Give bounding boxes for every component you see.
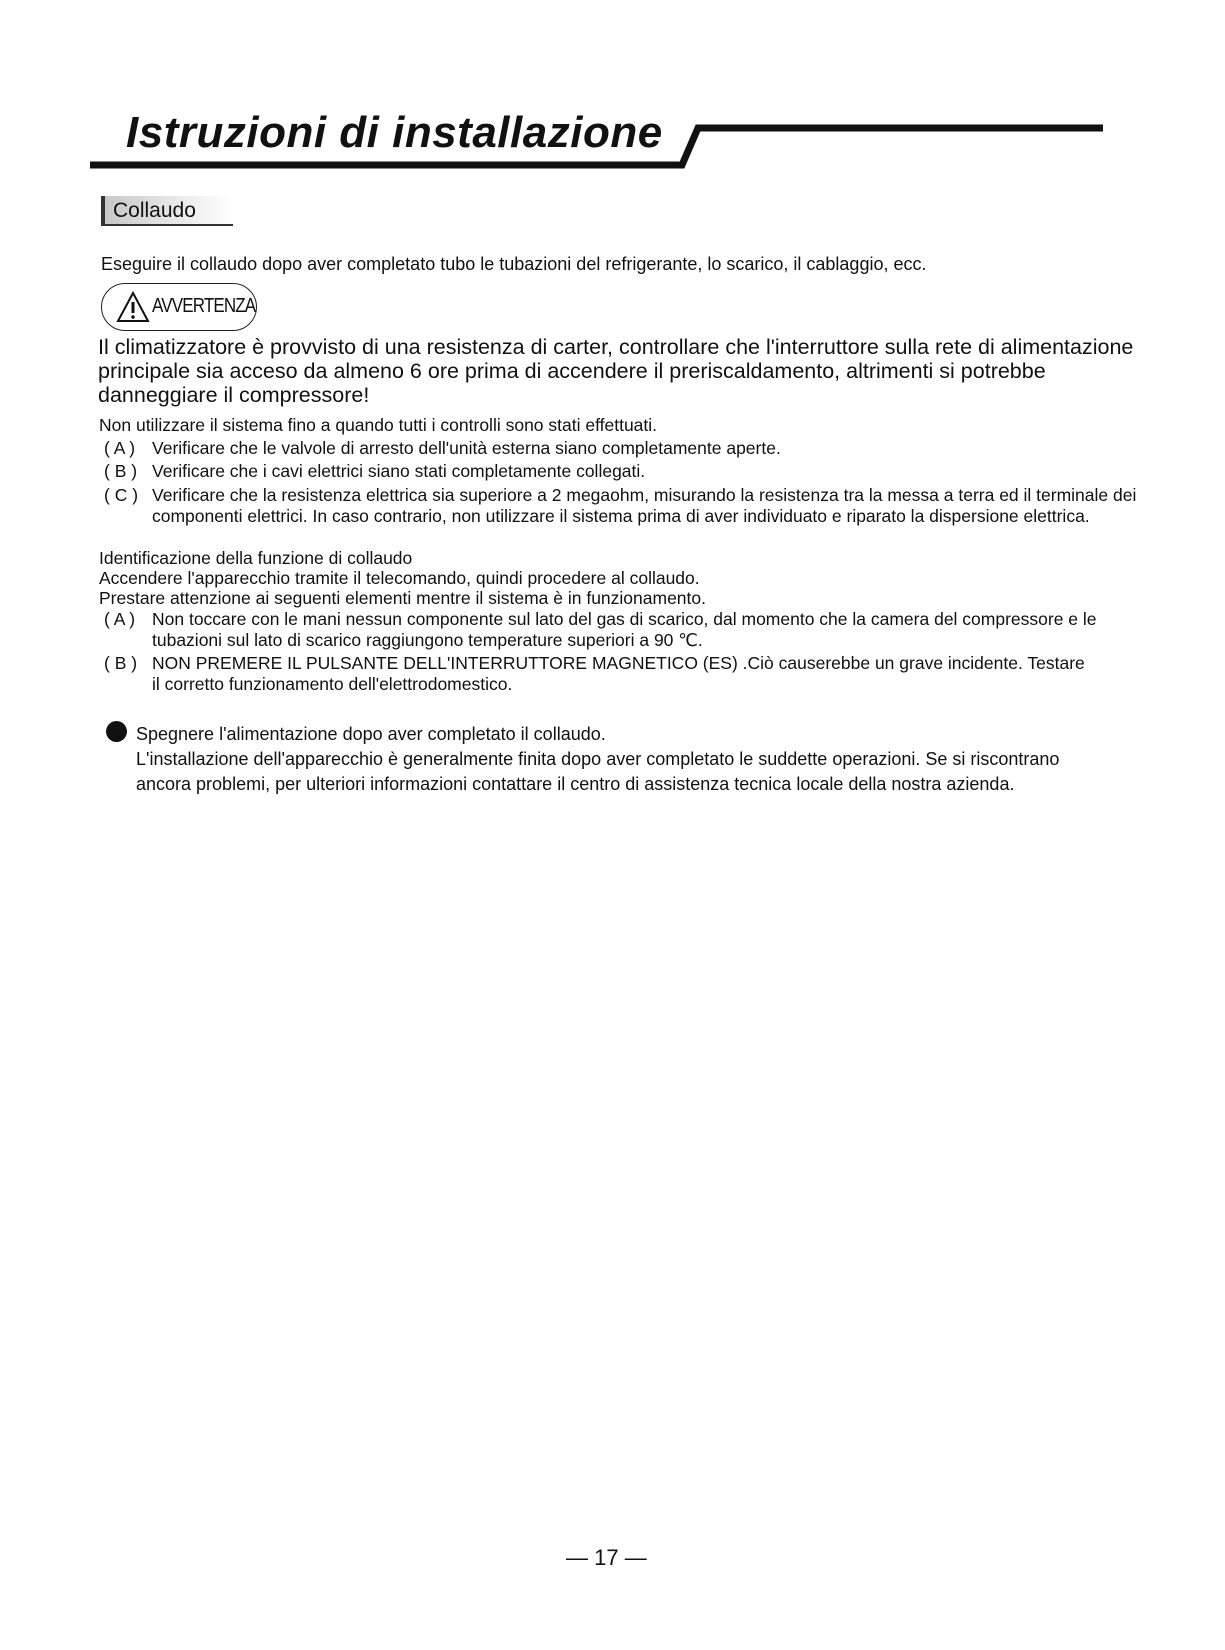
warning-label: AVVERTENZA	[152, 295, 256, 317]
page-number-value: 17	[594, 1545, 619, 1570]
check-item-text: Verificare che le valvole di arresto dell'unità esterna siano completamente aperte.	[152, 438, 781, 458]
identification-item-b	[104, 653, 1085, 694]
section-label: Collaudo	[113, 199, 196, 222]
identification-item-a	[104, 609, 1097, 650]
identification-heading: Identificazione della funzione di collaudo	[99, 548, 413, 568]
warning-badge	[101, 283, 257, 331]
check-item-text: Verificare che la resistenza elettrica sia superiore a 2 megaohm, misurando la resistenza tra la messa a terra ed il terminale dei componenti elettrici. In caso contrario, non utilizzare il sistema prima di aver individuato e riparato la dispersione elettrica.	[152, 485, 1137, 526]
section-heading	[101, 196, 233, 226]
identification-line-1: Accendere l'apparecchio tramite il telecomando, quindi procedere al collaudo.	[99, 568, 700, 588]
check-item-label: ( A )	[104, 438, 136, 458]
checks-intro: Non utilizzare il sistema fino a quando tutti i controlli sono stati effettuati.	[99, 415, 658, 435]
page-number: — 17 —	[566, 1545, 647, 1570]
page-header	[0, 0, 1225, 180]
check-item-a	[104, 438, 781, 459]
identification-item-label: ( A )	[104, 609, 136, 629]
identification-item-label: ( B )	[104, 653, 138, 673]
warning-text: Il climatizzatore è provvisto di una resistenza di carter, controllare che l'interruttore sulla rete di alimentazione principale sia acceso da almeno 6 ore prima di accendere il preriscaldamento, altrimenti si potrebbe danneggiare il compressore!	[98, 335, 1134, 407]
identification-item-text: NON PREMERE IL PULSANTE DELL'INTERRUTTORE MAGNETICO (ES) .Ciò causerebbe un grave incidente. Testare il corretto funzionamento dell'elettrodomestico.	[152, 653, 1085, 694]
page-title: Istruzioni di installazione	[126, 108, 663, 157]
warning-triangle-icon	[116, 291, 150, 323]
check-item-text: Verificare che i cavi elettrici siano stati completamente collegati.	[152, 461, 646, 481]
final-note-line-1: Spegnere l'alimentazione dopo aver completato il collaudo.	[136, 724, 606, 744]
check-item-label: ( B )	[104, 461, 138, 481]
check-item-b	[104, 461, 646, 482]
final-note-line-2: L'installazione dell'apparecchio è generalmente finita dopo aver completato le suddette operazioni. Se si riscontrano ancora problemi, per ulteriori informazioni contattare il centro di assistenza tecnica locale della nostra azienda.	[136, 749, 1060, 794]
bullet-icon	[106, 721, 127, 742]
final-note	[136, 722, 1096, 797]
intro-text: Eseguire il collaudo dopo aver completato tubo le tubazioni del refrigerante, lo scarico, il cablaggio, ecc.	[101, 254, 927, 274]
identification-line-2: Prestare attenzione ai seguenti elementi mentre il sistema è in funzionamento.	[99, 588, 706, 608]
check-item-label: ( C )	[104, 485, 139, 505]
identification-item-text: Non toccare con le mani nessun componente sul lato del gas di scarico, dal momento che la camera del compressore e le tubazioni sul lato di scarico raggiungono temperature superiori a 90 ℃.	[152, 609, 1097, 650]
check-item-c	[104, 485, 1137, 526]
